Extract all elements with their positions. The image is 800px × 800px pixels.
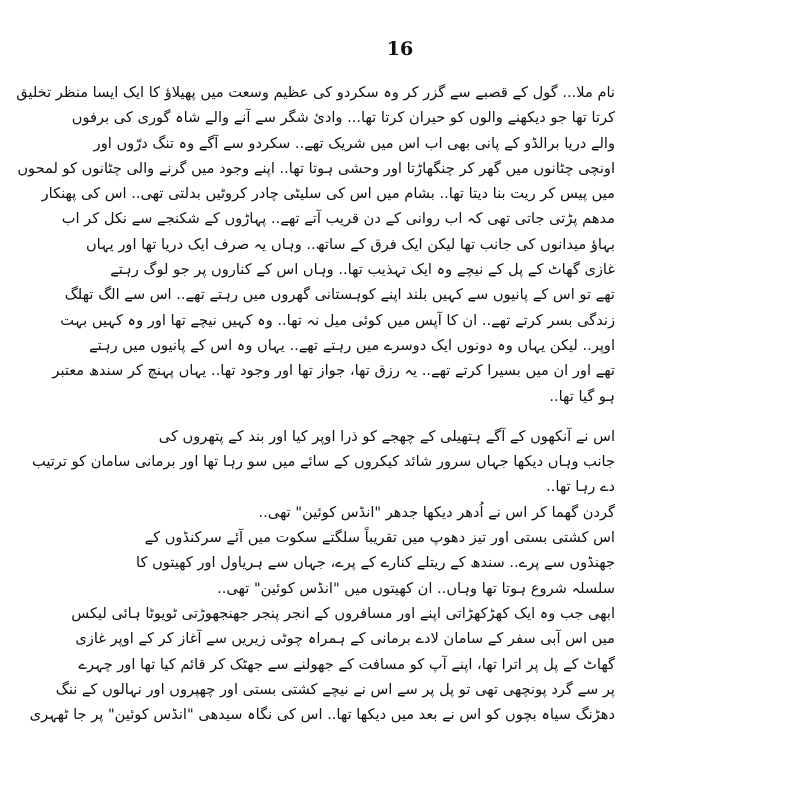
text-line: دے رہا تھا.. [546, 478, 615, 496]
text-line: اس نے آنکھوں کے آگے ہتھیلی کے چھجے کو ذرا اوپر کیا اور بند کے پتھروں کی [158, 427, 615, 445]
text-line: بہاؤ میدانوں کی جانب تھا لیکن ایک فرق کے ساتھ.. وہاں یہ صرف ایک دریا تھا اور یہاں [85, 235, 615, 253]
paragraph [29, 601, 615, 727]
text-line: والے دریا برالڈو کے پانی بھی اب اس میں شریک تھے.. سکردو سے آگے وہ تنگ درّوں اور [93, 134, 615, 152]
body-text [16, 80, 615, 727]
text-line: میں پیس کر ریت بنا دیتا تھا.. بشام میں اس کی سلیٹی چادر کروٹیں بدلتی تھی.. اس کی پھنکار [41, 185, 615, 203]
paragraph [185, 500, 615, 525]
text-line: زندگی بسر کرتے تھے.. ان کا آپس میں کوئی میل نہ تھا.. وہ کہیں نیچے تھا اور وہ کہیں بہت [60, 311, 615, 329]
text-line: تھے تو اس کے پانیوں سے کہیں بلند اپنے کوہستانی گھروں میں رہتے تھے.. اس سے الگ تھلگ [64, 286, 615, 304]
text-line: ابھی جب وہ ایک کھڑکھڑاتی اپنے اور مسافروں کے انجر پنجر جھنجھوڑتی ٹویوٹا ہائی لیکس [71, 604, 615, 622]
text-line: گردن گھما کر اس نے اُدھر دیکھا جدھر "انڈس کوئین" تھی.. [258, 503, 615, 521]
text-line: مدھم پڑتی جاتی تھی کہ اب روانی کے دن قریب آتے تھے.. پہاڑوں کے شکنجے سے نکل کر اب [61, 210, 615, 228]
text-line: جانب وہاں دیکھا جہاں سرور شائد کیکروں کے سائے میں سو رہا تھا اور برمانی سامان کو ترتیب [32, 453, 615, 471]
text-line: جھنڈوں سے پرے.. سندھ کے ریتلے کنارے کے پرے، جہاں سے ہریاول اور کھیتوں کا [136, 554, 615, 572]
text-line: غازی گھاٹ کے پل کے نیچے وہ ایک تہذیب تھا.. وہاں اس کے کناروں پر جو لوگ رہتے [110, 261, 615, 279]
text-line: کرتا تھا جو دیکھنے والوں کو حیران کرتا تھا... وادیٔ شگر سے آنے والے شاہ گوری کی برفوں [71, 109, 615, 127]
text-line: گھاٹ کے پل پر اترا تھا، اپنے آپ کو مسافت کے جھولنے سے جھٹک کر قائم کیا تھا اور چہرے [78, 655, 615, 673]
text-line: سلسلہ شروع ہوتا تھا وہاں.. ان کھیتوں میں "انڈس کوئین" تھی.. [217, 579, 615, 597]
text-line: اونچی چٹانوں میں گھر کر چنگھاڑتا اور وحشی ہوتا تھا.. اپنے وجود میں گرنے والی چٹانوں کو لمحوں [17, 159, 615, 177]
text-line: میں اس آبی سفر کے سامان لادے برمانی کے ہمراہ چوٹی زیریں سے آغاز کر کے اوپر غازی [75, 630, 615, 648]
text-line: پر سے گرد پونچھی تھی تو پل پر سے اس نے نیچے کشتی بستی اور چھپروں اور نہالوں کے ننگ [55, 680, 615, 698]
paragraph [136, 525, 615, 601]
paragraph [32, 424, 615, 500]
text-line: اوپر.. لیکن یہاں وہ دونوں ایک دوسرے میں رہتے تھے.. یہاں وہ اس کے پانیوں میں رہتے [89, 336, 615, 354]
page-number: 16 [386, 38, 414, 60]
text-line: اس کشتی بستی اور تیز دھوپ میں تقریباً سلگتے سکوت میں آئے سرکنڈوں کے [144, 529, 615, 547]
text-line: تھے اور ان میں بسیرا کرتے تھے.. یہ رزق تھا، جواز تھا اور وجود تھا.. یہاں پہنچ کر سندھ معتبر [52, 362, 615, 380]
text-line: نام ملا... گول کے قصبے سے گزر کر وہ سکردو کی عظیم وسعت میں پھیلاؤ کا ایک ایسا منظر تخلیق [16, 84, 615, 101]
paragraph [16, 80, 615, 409]
text-line: ہو گیا تھا.. [549, 387, 615, 405]
text-line: دھڑنگ سیاہ بچوں کو اس نے بعد میں دیکھا تھا.. اس کی نگاہ سیدھی "انڈس کوئین" پر جا ٹھہری [29, 706, 615, 724]
